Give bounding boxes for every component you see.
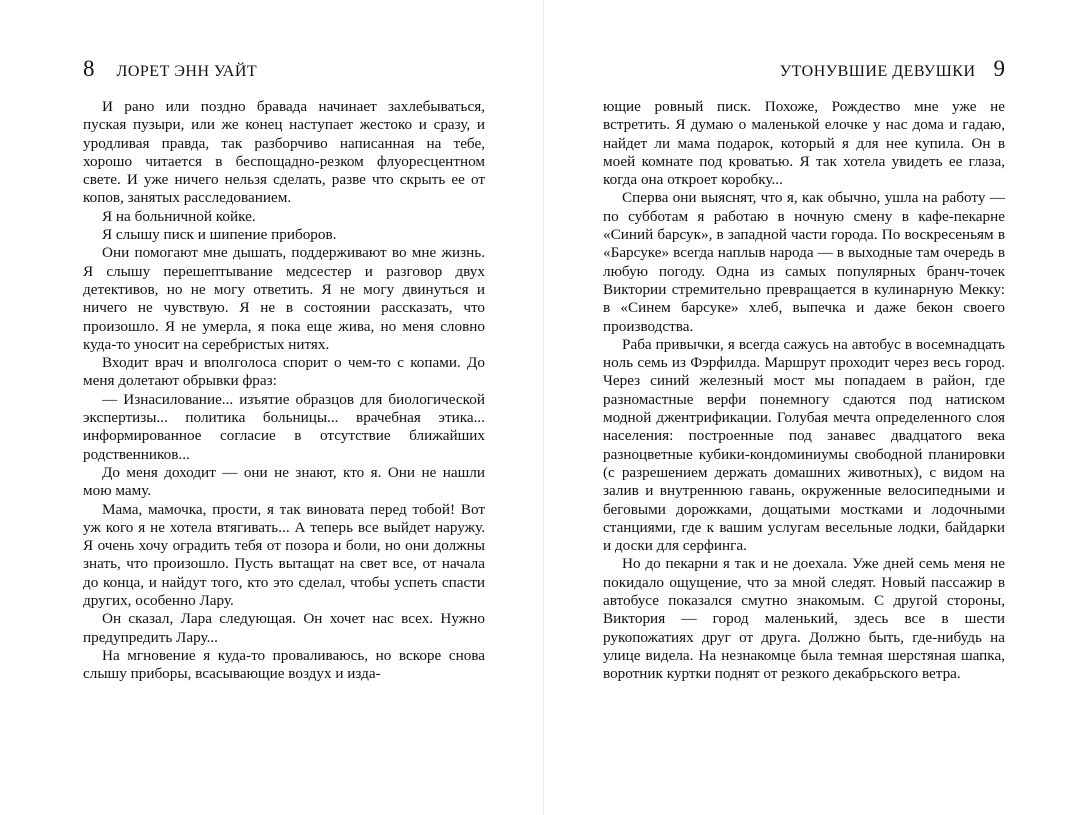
left-page-number: 8 xyxy=(83,56,95,81)
paragraph: До меня доходит — они не знают, кто я. Они не нашли мою маму. xyxy=(83,463,485,500)
paragraph: На мгновение я куда-то проваливаюсь, но вскоре снова слышу приборы, всасывающие воздух и изда- xyxy=(83,646,485,683)
paragraph-continuation: ющие ровный писк. Похоже, Рождество мне уже не встретить. Я думаю о маленькой елочке у нас дома и гадаю, найдет ли мама подарок, который я для нее купила. Он в моей комнате под кроватью. Я так хотела увидеть ее глаза, когда она откроет коробку... xyxy=(603,98,1005,189)
left-page xyxy=(83,56,485,684)
paragraph: Но до пекарни я так и не доехала. Уже дней семь меня не покидало ощущение, что за мной следят. Новый пассажир в автобусе показался смутно знакомым. С другой стороны, Виктория — город маленький, здесь все в шести рукопожатиях друг от друга. Должно быть, где-нибудь на улице видела. На незнакомце была темная шерстяная шапка, воротник куртки поднят от резкого декабрьского ветра. xyxy=(603,555,1005,683)
paragraph: Я слышу писк и шипение приборов. xyxy=(102,226,337,244)
right-running-head-title: УТОНУВШИЕ ДЕВУШКИ xyxy=(779,63,976,80)
left-running-head-author: ЛОРЕТ ЭНН УАЙТ xyxy=(116,63,258,80)
right-page-text xyxy=(603,98,1005,684)
right-page-number: 9 xyxy=(993,56,1005,81)
paragraph: Входит врач и вполголоса спорит о чем-то с копами. До меня долетают обрывки фраз: xyxy=(83,354,485,390)
right-page xyxy=(603,56,1005,684)
paragraph: Раба привычки, я всегда сажусь на автобус в восемнадцать ноль семь из Фэрфилда. Маршрут проходит через весь город. Через синий железный мост мы попадаем в район, где разномастные верфи понемногу сдаются под натиском модной джентрификации. Голубая мечта определенного слоя населения: построенные под занавес двадцатого века разноцветные кубики-кондоминиумы свободной планировки (с разрешением держать домашних животных), с видом на залив и внутреннюю гавань, окруженные велосипедными и беговыми дорожками, дощатыми мостками и лодочными станциями, где к вашим услугам весельные лодки, байдарки и доски для серфинга. xyxy=(603,335,1005,555)
paragraph: Он сказал, Лара следующая. Он хочет нас всех. Нужно предупредить Лару... xyxy=(83,610,485,646)
paragraph: Я на больничной койке. xyxy=(102,207,256,225)
gutter-divider xyxy=(543,0,544,815)
paragraph: И рано или поздно бравада начинает захлебываться, пуская пузыри, или же конец наступает жестоко и сразу, и уродливая правда, так разборчиво написанная на тебе, хорошо читается в беспощадно-резком флуоресцентном свете. И уже ничего нельзя сделать, разве что скрыть ее от копов, занятых расследованием. xyxy=(83,98,485,207)
right-running-head xyxy=(603,56,1005,92)
paragraph: Они помогают мне дышать, поддерживают во мне жизнь. Я слышу перешептывание медсестер и разговор двух детективов, но не могу ответить. Я не могу двинуться и ничего не чувствую. Я не в состоянии рассказать, что произошло. Я не умерла, я пока еще жива, но меня словно куда-то уносит на серебристых нитях. xyxy=(83,244,485,353)
paragraph: Мама, мамочка, прости, я так виновата перед тобой! Вот уж кого я не хотела втягивать... А теперь все выйдет наружу. Я очень хочу оградить тебя от позора и боли, но они должны знать, что произошло. Пусть вытащат на свет все, от начала до конца, и найдут того, кто это сделал, чтобы успеть спасти других, особенно Лару. xyxy=(83,500,485,610)
left-running-head xyxy=(83,56,485,92)
paragraph: — Изнасилование... изъятие образцов для биологической экспертизы... политика больницы... врачебная этика... информированное согласие в отсутствие ближайших родственников... xyxy=(83,390,485,463)
left-page-text xyxy=(83,98,485,684)
paragraph: Сперва они выяснят, что я, как обычно, ушла на работу — по субботам я работаю в ночную смену в кафе-пекарне «Синий барсук», в западной части города. По воскресеньям в «Барсуке» всегда наплыв народа — в выходные там очередь в любую погоду. Одна из самых популярных бранч-точек Виктории стремительно превращается в кулинарную Мекку: в «Синем барсуке» хлеб, выпечка и даже бекон своего производства. xyxy=(603,189,1005,335)
